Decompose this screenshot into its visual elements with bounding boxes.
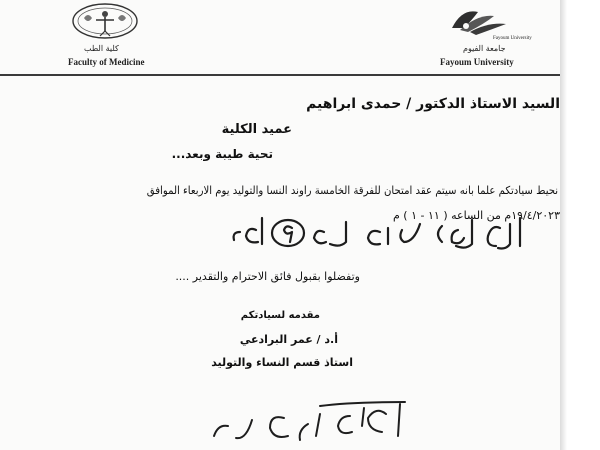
- university-english-name: Fayoum University: [440, 57, 514, 67]
- body-line-2: ١٩/٤/٢٠٢٣م من الساعه ( ١١ - ١ ) م: [393, 209, 560, 222]
- signer-title: استاذ قسم النساء والتوليد: [211, 356, 353, 369]
- closing-line: وتفضلوا بقبول فائق الاحترام والتقدير ....: [175, 270, 360, 283]
- greeting: تحية طيبة وبعد...: [171, 147, 273, 161]
- handwritten-note: [220, 208, 540, 260]
- university-logo-caption: Fayoum University: [493, 36, 532, 41]
- presented-by: مقدمه لسيادتكم: [240, 310, 320, 321]
- signer-name: أ.د / عمر البرادعي: [239, 333, 338, 346]
- faculty-logo-icon: [70, 2, 140, 40]
- body-line-1: نحيط سيادتكم علما بانه سيتم عقد امتحان للفرقة الخامسة راوند النسا والتوليد يوم الاربعاء الموافق: [146, 184, 558, 197]
- recipient-position: عميد الكلية: [221, 122, 292, 137]
- scan-edge: [560, 0, 600, 450]
- signature: [200, 396, 410, 450]
- faculty-english-name: Faculty of Medicine: [68, 57, 145, 67]
- university-arabic-name: جامعة الفيوم: [463, 44, 506, 53]
- faculty-arabic-name: كلية الطب: [84, 44, 119, 53]
- header-divider: [0, 74, 560, 76]
- salutation: السيد الاستاذ الدكتور / حمدى ابراهيم: [306, 96, 560, 112]
